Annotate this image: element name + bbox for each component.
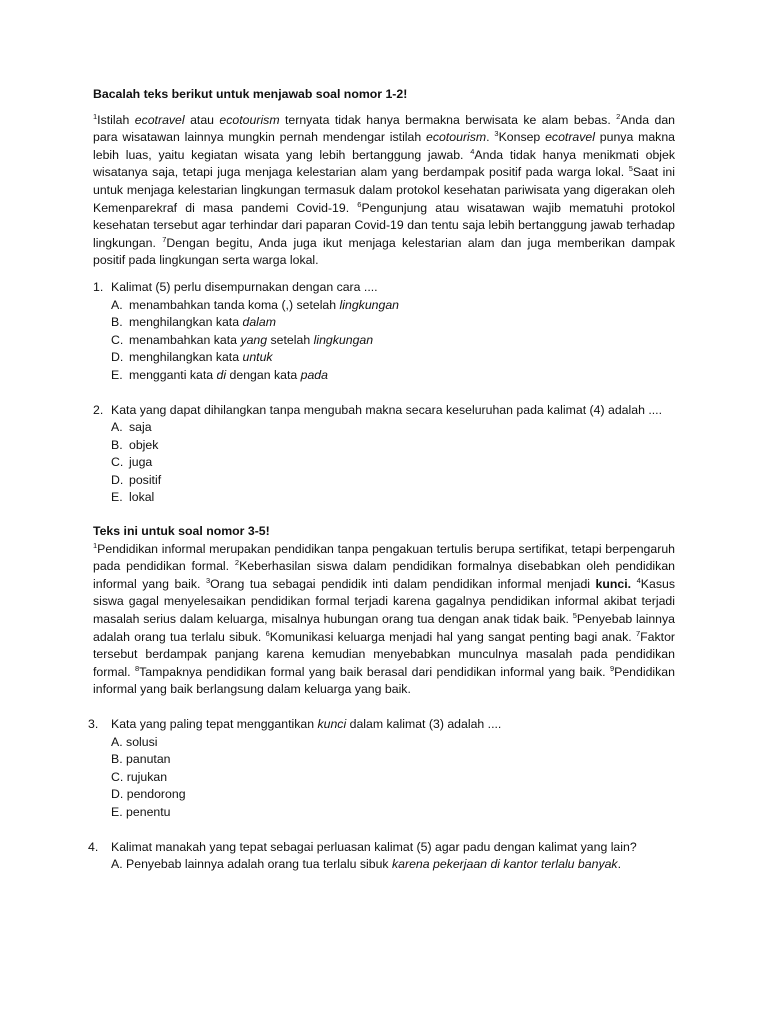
- sentence-text: Orang tua sebagai pendidik inti dalam pendidikan informal menjadi: [210, 576, 596, 591]
- section1-heading: Bacalah teks berikut untuk menjawab soal nomor 1-2!: [93, 87, 408, 101]
- answer-option: [111, 314, 675, 332]
- option-text: lingkungan: [339, 297, 400, 312]
- sentence-number: 2: [616, 111, 621, 121]
- option-letter: A.: [111, 857, 123, 872]
- document-page: [88, 86, 676, 874]
- stem-text: kunci: [317, 717, 347, 731]
- option-text: di: [216, 367, 227, 382]
- question-2-number: 2.: [93, 402, 104, 417]
- sentence-text: Dengan begitu, Anda juga ikut menjaga kelestarian alam dan juga memberikan dampak positif pada lingkungan serta warga lokal.: [93, 235, 675, 268]
- sentence-number: 3: [494, 129, 499, 139]
- answer-option: [111, 454, 675, 472]
- option-text: rujukan: [126, 769, 168, 784]
- sentence-number: 9: [609, 663, 615, 673]
- sentence-number: 3: [205, 575, 211, 585]
- option-text: saja: [129, 420, 152, 435]
- sentence-text: Kasus siswa gagal menyelesaikan pendidikan formal terjadi karena gagalnya pendidikan informal akibat terjadi masalah serius dalam keluarga, misalnya hubungan orang tua dengan anak tidak baik.: [93, 576, 675, 627]
- option-letter: E.: [111, 367, 123, 382]
- option-text: juga: [129, 455, 153, 470]
- sentence-text: Faktor tersebut berdampak panjang karena kemudian menyebabkan munculnya masalah pada pendidikan formal.: [93, 629, 676, 679]
- option-text: menghilangkan kata: [129, 350, 243, 365]
- answer-option: [111, 297, 675, 315]
- section2-heading: Teks ini untuk soal nomor 3-5!: [93, 524, 270, 539]
- sentence-number: 5: [628, 164, 633, 174]
- sentence-text: Anda dan para wisatawan lainnya mungkin pernah mendengar istilah: [93, 112, 676, 145]
- option-letter: C.: [111, 455, 124, 470]
- option-text: solusi: [126, 734, 158, 749]
- sentence-text: ecotravel: [545, 130, 595, 145]
- sentence-number: 6: [357, 199, 362, 209]
- sentence-number: 1: [93, 540, 98, 550]
- sentence-text: ecotourism: [426, 130, 487, 145]
- sentence-text: Pengunjung atau wisatawan wajib mematuhi protokol kesehatan tersebut agar terhindar dari paparan Covid-19 dan tentu saja lebih bertanggung jawab terhadap lingkungan.: [93, 200, 675, 250]
- sentence-text: Konsep: [498, 130, 546, 145]
- question-1: [93, 279, 675, 385]
- sentence-number: 2: [234, 558, 240, 568]
- option-text: menambahkan tanda koma (,) setelah: [129, 297, 340, 312]
- question-3-stem: [111, 716, 675, 734]
- option-letter: A.: [111, 297, 123, 312]
- option-letter: A.: [111, 420, 123, 435]
- option-letter: A.: [111, 734, 123, 749]
- option-letter: B.: [111, 752, 123, 767]
- answer-option: [111, 856, 675, 874]
- section1-passage: [93, 112, 675, 270]
- sentence-text: ternyata tidak hanya bermakna berwisata ke alam bebas.: [279, 112, 617, 127]
- question-1-stem: Kalimat (5) perlu disempurnakan dengan cara ....: [111, 279, 378, 294]
- option-letter: D.: [111, 472, 124, 487]
- answer-option: [111, 332, 675, 350]
- option-letter: E.: [111, 804, 123, 819]
- option-text: penentu: [126, 804, 171, 819]
- answer-option: [111, 419, 675, 437]
- question-2-options: [111, 419, 675, 507]
- sentence-number: 6: [265, 628, 270, 638]
- answer-option: [111, 349, 675, 367]
- option-text: pendorong: [126, 787, 186, 802]
- option-text: mengganti kata: [129, 367, 217, 382]
- question-2-stem: Kata yang dapat dihilangkan tanpa mengubah makna secara keseluruhan pada kalimat (4) adalah ....: [111, 402, 662, 417]
- answer-option: [111, 751, 675, 769]
- sentence-text: .: [486, 130, 495, 145]
- option-letter: B.: [111, 315, 123, 330]
- option-text: menghilangkan kata: [129, 315, 243, 330]
- sentence-number: 7: [162, 234, 167, 244]
- question-4-stem: Kalimat manakah yang tepat sebagai perluasan kalimat (5) agar padu dengan kalimat yang lain?: [111, 839, 637, 854]
- question-1-options: [111, 297, 675, 385]
- answer-option: [111, 437, 675, 455]
- question-4: [88, 839, 675, 874]
- sentence-text: Anda tidak hanya menikmati objek wisatanya saja, tetapi juga menjaga kelestarian alam yang berdampak positif pada warga lokal.: [93, 147, 676, 180]
- sentence-text: Pendidikan informal merupakan pendidikan tanpa pengakuan tertulis berupa sertifikat, tetapi berpengaruh pada pendidikan formal.: [93, 541, 675, 574]
- sentence-number: 1: [93, 111, 98, 121]
- sentence-text: Pendidikan informal yang baik berlangsung dalam keluarga yang baik.: [93, 664, 675, 697]
- option-text: Penyebab lainnya adalah orang tua terlalu sibuk: [126, 857, 392, 872]
- answer-option: [111, 804, 675, 822]
- option-text: panutan: [126, 752, 171, 767]
- answer-option: [111, 786, 675, 804]
- option-text: karena pekerjaan di kantor terlalu banyak: [392, 857, 618, 872]
- answer-option: [111, 367, 675, 385]
- answer-option: [111, 769, 675, 787]
- sentence-text: Penyebab lainnya adalah orang tua terlalu sibuk.: [93, 612, 675, 644]
- option-text: pada: [300, 367, 328, 382]
- option-text: menambahkan kata: [129, 332, 241, 347]
- section2-passage: [93, 541, 675, 699]
- option-text: lingkungan: [313, 332, 374, 347]
- question-3-number: 3.: [88, 717, 99, 731]
- question-1-number: 1.: [93, 279, 104, 294]
- sentence-text: Keberhasilan siswa dalam pendidikan formalnya disebabkan oleh pendidikan informal yang baik.: [93, 559, 675, 591]
- option-letter: D.: [111, 350, 124, 365]
- option-letter: C.: [111, 769, 124, 784]
- sentence-number: 5: [572, 611, 577, 621]
- sentence-text: punya makna lebih luas, yaitu kegiatan wisata yang lebih bertanggung jawab.: [93, 130, 676, 162]
- stem-text: dalam kalimat (3) adalah ....: [346, 717, 502, 731]
- option-text: setelah: [267, 332, 314, 347]
- question-4-options: [111, 856, 675, 874]
- option-text: dengan kata: [226, 367, 301, 382]
- sentence-number: 8: [134, 663, 140, 673]
- option-letter: C.: [111, 332, 124, 347]
- option-letter: E.: [111, 490, 123, 505]
- option-text: objek: [129, 437, 159, 452]
- sentence-text: ecotourism: [219, 112, 280, 127]
- question-3-options: [111, 734, 675, 822]
- sentence-text: Saat ini untuk menjaga kelestarian lingkungan termasuk dalam protokol kesehatan pariwisata yang digerakan oleh Kemenparekraf di masa pandemi Covid-19.: [93, 165, 675, 215]
- answer-option: [111, 734, 675, 752]
- option-letter: D.: [111, 787, 124, 802]
- option-text: lokal: [129, 490, 155, 505]
- sentence-text: kunci.: [595, 576, 632, 591]
- sentence-text: Komunikasi keluarga menjadi hal yang sangat penting bagi anak.: [269, 629, 636, 644]
- stem-text: Kata yang paling tepat menggantikan: [111, 717, 318, 731]
- question-2: [93, 402, 675, 508]
- sentence-text: atau: [184, 112, 220, 127]
- sentence-number: 4: [636, 575, 641, 585]
- sentence-text: ecotravel: [134, 112, 185, 127]
- sentence-number: 7: [635, 628, 641, 638]
- option-letter: B.: [111, 437, 123, 452]
- answer-option: [111, 472, 675, 490]
- sentence-text: Tampaknya pendidikan formal yang baik berasal dari pendidikan informal yang baik.: [139, 664, 610, 679]
- option-text: .: [617, 857, 622, 872]
- option-text: dalam: [242, 315, 276, 330]
- question-3: [88, 716, 675, 822]
- option-text: untuk: [242, 350, 273, 365]
- sentence-number: 4: [470, 146, 475, 156]
- question-4-number: 4.: [88, 839, 99, 854]
- sentence-text: Istilah: [97, 112, 135, 127]
- answer-option: [111, 489, 675, 507]
- option-text: yang: [240, 332, 268, 347]
- option-text: positif: [129, 472, 162, 487]
